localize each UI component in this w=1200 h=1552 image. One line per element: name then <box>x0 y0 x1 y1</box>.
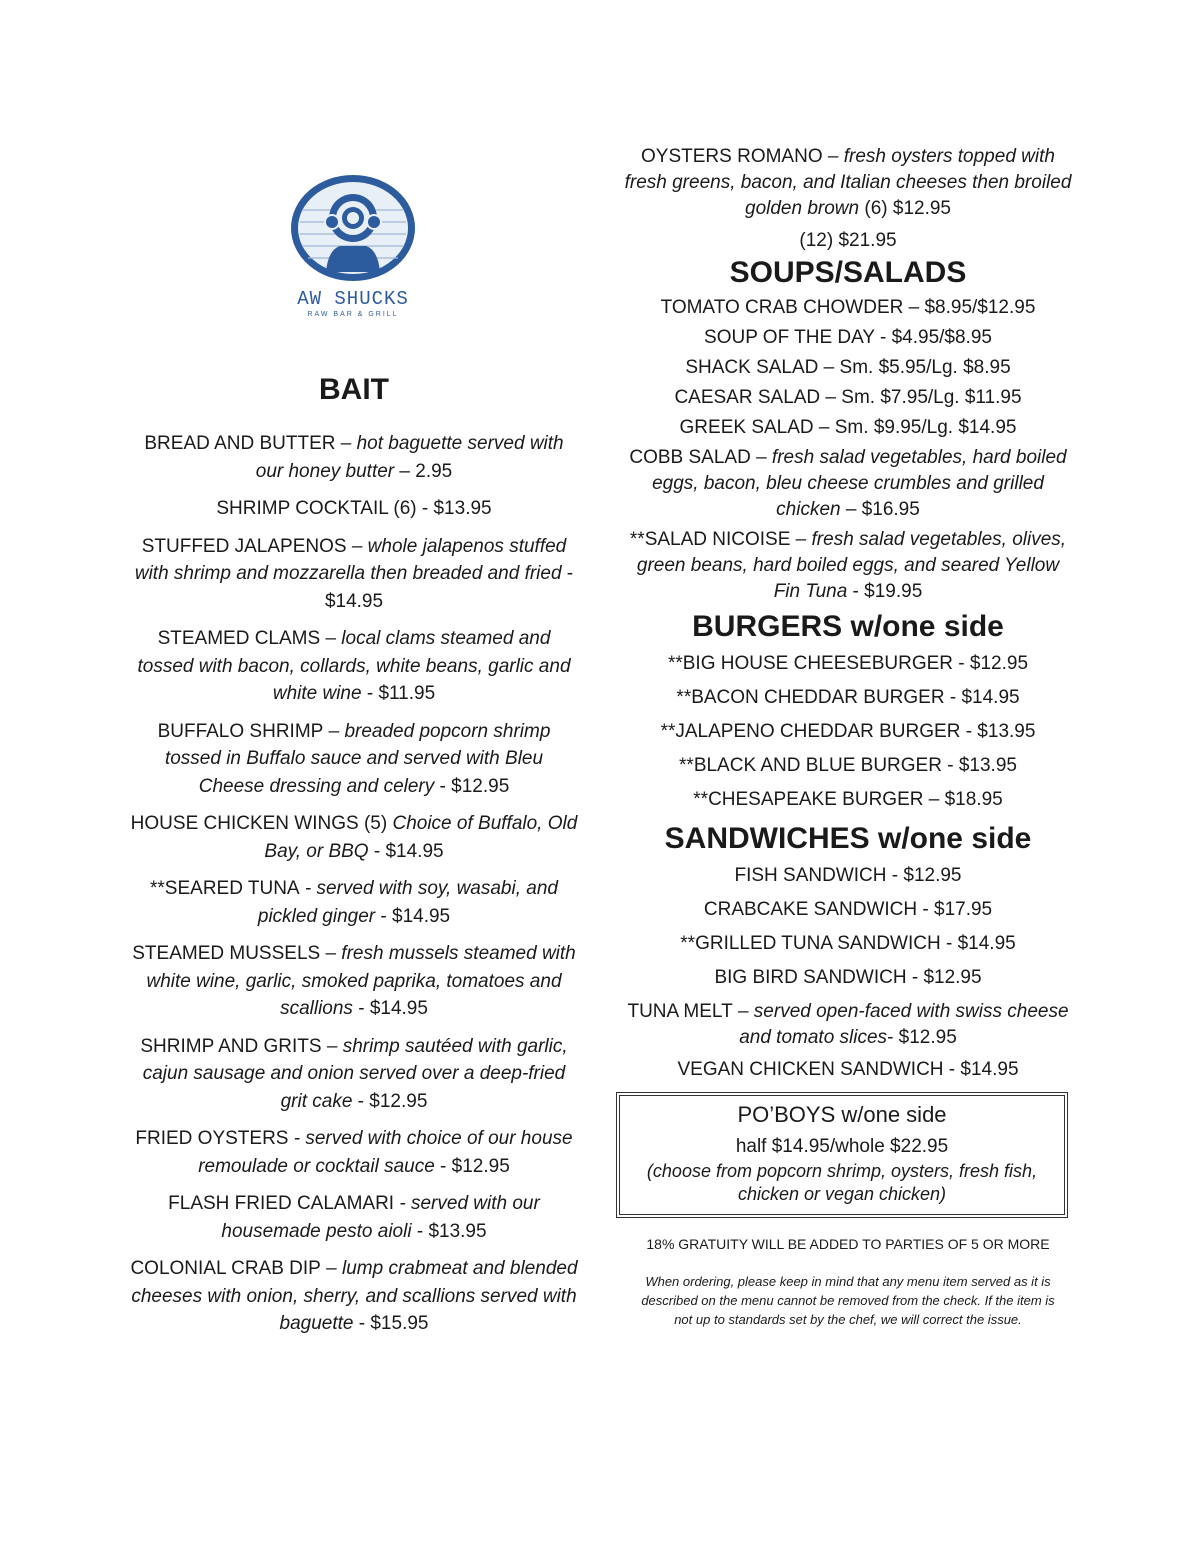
sandwich-list <box>624 863 1072 990</box>
item-price: - $14.95 <box>375 905 451 927</box>
item-price: - $14.95 <box>352 998 428 1019</box>
menu-item: CAESAR SALAD – Sm. $7.95/Lg. $11.95 <box>674 387 1022 408</box>
item-price: - $14.95 <box>368 840 444 862</box>
menu-item <box>130 533 578 616</box>
bait-list <box>130 430 578 1338</box>
item-name: FRIED OYSTERS <box>135 1128 289 1149</box>
item-desc: - served with soy, wasabi, and pickled ginger <box>257 878 558 927</box>
item-desc: – shrimp sautéed with garlic, cajun sausage and onion served over a deep-fried grit cake <box>142 1035 568 1112</box>
menu-item-tuna-melt <box>624 999 1072 1051</box>
menu-item: **JALAPENO CHEDDAR BURGER - $13.95 <box>660 721 1036 742</box>
menu-item <box>130 940 578 1023</box>
menu-item: **BACON CHEDDAR BURGER - $14.95 <box>676 687 1020 708</box>
item-name: HOUSE CHICKEN WINGS (5) <box>130 813 388 834</box>
item-price: - $12.95 <box>434 775 510 797</box>
poboys-title: PO’BOYS w/one side <box>737 1102 947 1127</box>
item-name: **SEARED TUNA <box>150 878 300 899</box>
menu-item: **GRILLED TUNA SANDWICH - $14.95 <box>680 933 1016 954</box>
sandwiches-heading: SANDWICHES w/one side <box>664 822 1032 855</box>
item-desc: – local clams steamed and tossed with bacon, collards, white beans, garlic and white wine <box>137 628 571 704</box>
item-name: STEAMED CLAMS <box>157 628 321 649</box>
item-name: TUNA MELT <box>627 1001 733 1022</box>
menu-item-oysters-romano <box>624 144 1072 222</box>
item-name: FLASH FRIED CALAMARI <box>168 1193 395 1214</box>
item-name: COBB SALAD <box>629 447 751 468</box>
item-desc: – lump crabmeat and blended cheeses with onion, sherry, and scallions served with baguette <box>131 1258 578 1334</box>
soups-simple-list <box>624 295 1072 440</box>
brand-logo <box>278 172 428 318</box>
item-desc: – fresh oysters topped with fresh greens, bacon, and Italian cheeses then broiled golden brown <box>624 146 1072 219</box>
menu-item <box>130 810 578 865</box>
menu-item: **BLACK AND BLUE BURGER - $13.95 <box>679 755 1017 776</box>
item-desc: – whole jalapenos stuffed with shrimp and mozzarella then breaded and fried <box>134 535 567 584</box>
menu-item <box>130 1255 578 1338</box>
menu-item <box>130 875 578 930</box>
soups-items-list <box>624 445 1072 605</box>
item-name: BREAD AND BUTTER <box>144 433 336 454</box>
menu-item: SOUP OF THE DAY - $4.95/$8.95 <box>704 327 992 348</box>
menu-item: TOMATO CRAB CHOWDER – $8.95/$12.95 <box>660 297 1036 318</box>
menu-item <box>624 527 1072 605</box>
item-price: - $15.95 <box>353 1313 429 1334</box>
soups-salads-heading: SOUPS/SALADS <box>729 256 967 289</box>
poboys-price: half $14.95/whole $22.95 <box>735 1136 949 1157</box>
poboys-box <box>616 1092 1068 1218</box>
menu-item <box>624 445 1072 523</box>
item-name: STUFFED JALAPENOS <box>141 535 347 557</box>
menu-item: CRABCAKE SANDWICH - $17.95 <box>703 899 993 920</box>
item-desc: – fresh mussels steamed with white wine, garlic, smoked paprika, tomatoes and scallions <box>146 943 576 1019</box>
menu-item: SHACK SALAD – Sm. $5.95/Lg. $8.95 <box>685 357 1011 378</box>
burgers-heading: BURGERS w/one side <box>692 610 1004 643</box>
brand-tagline: RAW BAR & GRILL <box>307 311 399 318</box>
item-price: - $12.95 <box>352 1090 428 1112</box>
item-name: STEAMED MUSSELS <box>132 943 321 964</box>
item-desc: Choice of Buffalo, Old Bay, or BBQ <box>264 813 578 862</box>
item-desc: – breaded popcorn shrimp tossed in Buffalo sauce and served with Bleu Cheese dressing and celery <box>164 720 551 797</box>
item-desc: - served with our housemade pesto aioli <box>221 1193 540 1242</box>
brand-name: AW SHUCKS <box>297 288 409 310</box>
item-name: OYSTERS ROMANO <box>641 146 823 167</box>
menu-item <box>130 1125 578 1180</box>
item-name: SHRIMP COCKTAIL (6) - $13.95 <box>216 498 492 519</box>
item-price: (6) $12.95 <box>859 198 951 219</box>
item-price: - $12.95 <box>434 1155 510 1177</box>
oysters-romano-price-12: (12) $21.95 <box>799 230 897 251</box>
menu-item <box>130 430 578 485</box>
item-name: BUFFALO SHRIMP <box>157 720 324 742</box>
right-column <box>624 144 1072 1329</box>
menu-item <box>130 625 578 708</box>
bait-heading: BAIT <box>319 373 389 406</box>
menu-item: **CHESAPEAKE BURGER – $18.95 <box>693 789 1003 810</box>
burger-list <box>624 651 1072 812</box>
item-price: – $16.95 <box>840 499 920 520</box>
item-name: **SALAD NICOISE <box>629 529 791 550</box>
menu-item <box>130 1190 578 1245</box>
menu-item <box>130 718 578 801</box>
item-name: COLONIAL CRAB DIP <box>130 1258 321 1279</box>
diving-helmet-icon <box>288 172 418 284</box>
item-desc: – fresh salad vegetables, olives, green beans, hard boiled eggs, and seared Yellow Fin Tuna <box>636 529 1067 602</box>
item-price: – 2.95 <box>394 460 453 482</box>
menu-item <box>130 1033 578 1116</box>
menu-item: GREEK SALAD – Sm. $9.95/Lg. $14.95 <box>679 417 1017 438</box>
item-desc: – hot baguette served with our honey butter <box>255 433 564 482</box>
menu-item-vegan-chicken-sandwich: VEGAN CHICKEN SANDWICH - $14.95 <box>677 1059 1019 1080</box>
menu-item: FISH SANDWICH - $12.95 <box>734 865 962 886</box>
menu-item <box>130 495 578 523</box>
bait-section <box>130 372 578 1348</box>
item-desc: – fresh salad vegetables, hard boiled eggs, bacon, bleu cheese crumbles and grilled chicken <box>652 447 1067 520</box>
item-price: - $13.95 <box>411 1220 487 1242</box>
item-desc: – served open-faced with swiss cheese and tomato slices <box>732 1001 1069 1048</box>
gratuity-notice: 18% GRATUITY WILL BE ADDED TO PARTIES OF 5 OR MORE <box>646 1236 1050 1252</box>
item-name: SHRIMP AND GRITS <box>140 1035 322 1057</box>
menu-item: BIG BIRD SANDWICH - $12.95 <box>714 967 982 988</box>
ordering-disclaimer: When ordering, please keep in mind that any menu item served as it is described on the menu cannot be removed from the check. If the item is not up to standards set by the chef, we will correct the issue. <box>641 1274 1055 1327</box>
menu-item: **BIG HOUSE CHEESEBURGER - $12.95 <box>667 653 1029 674</box>
item-price: - $19.95 <box>847 581 923 602</box>
item-price: - $14.95 <box>324 563 574 612</box>
poboys-note: (choose from popcorn shrimp, oysters, fresh fish, chicken or vegan chicken) <box>646 1161 1038 1204</box>
item-price: - $11.95 <box>361 683 436 704</box>
item-price: - $12.95 <box>887 1027 957 1048</box>
item-desc: - served with choice of our house remoulade or cocktail sauce <box>198 1128 573 1177</box>
